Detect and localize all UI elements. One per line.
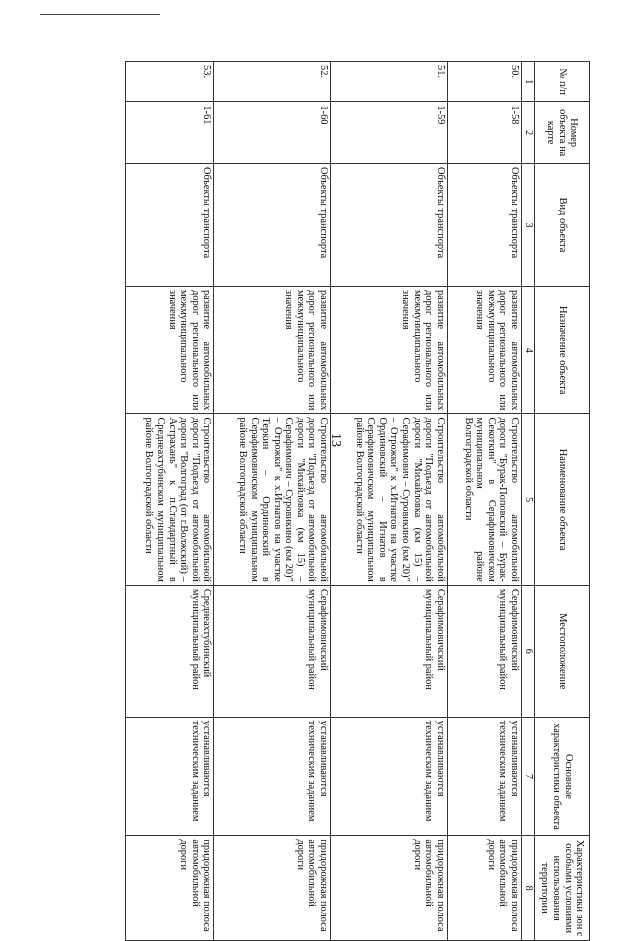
row-map-id: 1-60 — [214, 102, 331, 164]
row-kind: Объекты транспорта — [126, 163, 214, 286]
row-no: 52. — [214, 62, 331, 102]
column-number: 4 — [522, 286, 535, 413]
row-kind: Объекты транспорта — [331, 163, 448, 286]
row-characteristics: устанавливаются техническим заданием — [447, 717, 521, 836]
row-no: 53. — [126, 62, 214, 102]
row-name: Строительство автомобильной дороги "Подъезд от автомобильной дороги "Михайловка (км 15) – Серафимович – Суровикино (км 20)" – Отрожки" к х.Игнатов на участке Ординовский – Игнатов в Серафимовичском муниципальном районе Волгоградской области — [331, 414, 448, 585]
row-map-id: 1-59 — [331, 102, 448, 164]
page-number: 13 — [328, 433, 343, 447]
row-characteristics: устанавливаются техническим заданием — [331, 717, 448, 836]
col-header-kind: Вид объекта — [535, 163, 590, 286]
table-row — [331, 62, 448, 941]
row-zones: придорожная полоса автомобильной дороги — [447, 836, 521, 941]
row-kind: Объекты транспорта — [447, 163, 521, 286]
column-number: 2 — [522, 102, 535, 164]
row-characteristics: устанавливаются техническим заданием — [126, 717, 214, 836]
col-header-location: Местоположение — [535, 585, 590, 717]
header-rule — [40, 14, 160, 15]
row-location: Серафимовичский муниципальный район — [447, 585, 521, 717]
row-characteristics: устанавливаются техническим заданием — [214, 717, 331, 836]
row-location: Серафимовичский муниципальный район — [214, 585, 331, 717]
rotated-table-frame — [125, 61, 590, 941]
row-purpose: развитие автомобильных дорог регионального или межмуниципального значения — [126, 286, 214, 413]
column-number: 8 — [522, 836, 535, 941]
row-map-id: 1-58 — [447, 102, 521, 164]
row-purpose: развитие автомобильных дорог регионального или межмуниципального значения — [331, 286, 448, 413]
row-zones: придорожная полоса автомобильной дороги — [214, 836, 331, 941]
row-name: Строительство автомобильной дороги "Подъезд от автомобильной дороги "Михайловка (км 15) – Серафимович – Суровикино (км 20)" – Отрожки" к х.Игнатов на участке Теркин – Ординовский в Серафимовичском муниципальном районе Волгоградской области — [214, 414, 331, 585]
row-location: Серафимовичский муниципальный район — [331, 585, 448, 717]
col-header-characteristics: Основные характеристики объекта — [535, 717, 590, 836]
col-header-no: № п/п — [535, 62, 590, 102]
row-name: Строительство автомобильной дороги "Подъезд от автомобильной дороги "Волгоград (от г.Волжский) – Астрахань" к п.Стандартный в Среднеахтубинском муниципальном районе Волгоградской области — [126, 414, 214, 585]
table-row — [447, 62, 521, 941]
row-no: 50. — [447, 62, 521, 102]
column-number: 1 — [522, 62, 535, 102]
column-number: 5 — [522, 414, 535, 585]
row-no: 51. — [331, 62, 448, 102]
row-purpose: развитие автомобильных дорог регионального или межмуниципального значения — [447, 286, 521, 413]
row-purpose: развитие автомобильных дорог регионального или межмуниципального значения — [214, 286, 331, 413]
row-name: Строительство автомобильной дороги "Бурак-Поповский – Бурак-Секоткин" в Серафимовичском муниципальном районе Волгоградской области — [447, 414, 521, 585]
row-kind: Объекты транспорта — [214, 163, 331, 286]
table-row — [126, 62, 214, 941]
col-header-purpose: Назначение объекта — [535, 286, 590, 413]
header-row — [535, 62, 590, 941]
col-header-map-id: Номер объекта на карте — [535, 102, 590, 164]
row-location: Среднеахтубинский муниципальный район — [126, 585, 214, 717]
objects-table — [125, 61, 590, 941]
column-number: 6 — [522, 585, 535, 717]
col-header-zones: Характеристики зон с особыми условиями использования территории — [535, 836, 590, 941]
column-number-row — [522, 62, 535, 941]
col-header-name: Наименование объекта — [535, 414, 590, 585]
row-map-id: 1-61 — [126, 102, 214, 164]
table-row — [214, 62, 331, 941]
column-number: 3 — [522, 163, 535, 286]
row-zones: придорожная полоса автомобильной дороги — [331, 836, 448, 941]
row-zones: придорожная полоса автомобильной дороги — [126, 836, 214, 941]
column-number: 7 — [522, 717, 535, 836]
